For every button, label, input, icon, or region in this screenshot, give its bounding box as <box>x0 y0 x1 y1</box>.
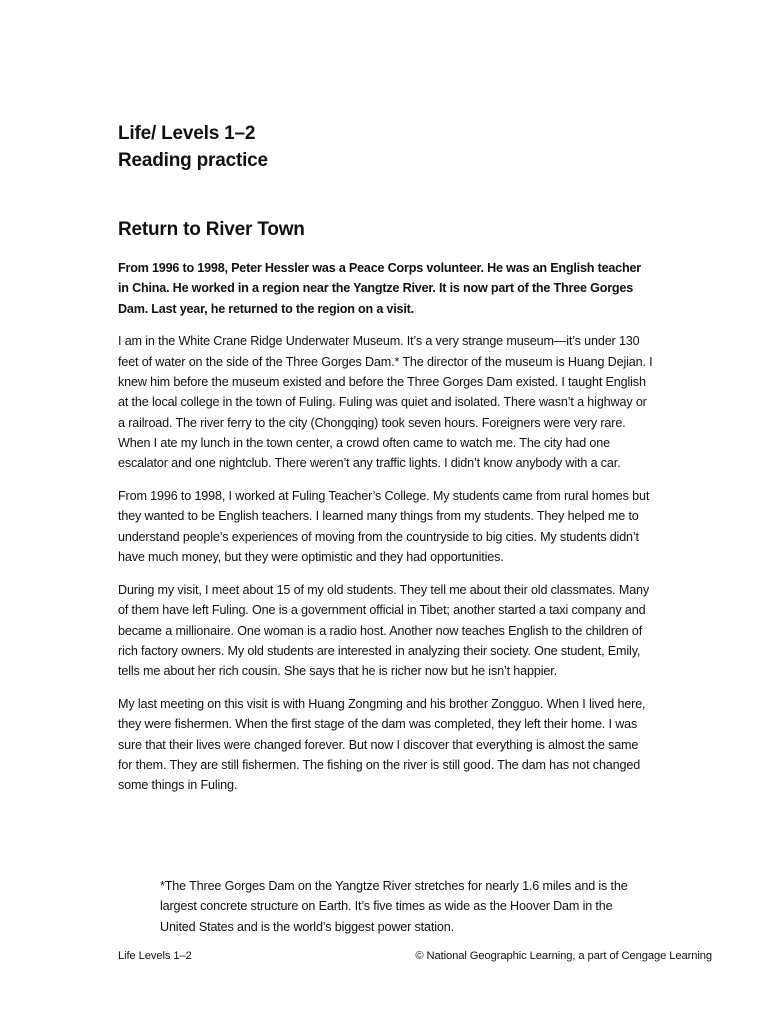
article-paragraph-3: During my visit, I meet about 15 of my old students. They tell me about their old classmates. Many of them have left Fuling. One is a government official in Tibet; another started a taxi company and became a millionaire. One woman is a radio host. Another now teaches English to the children of rich factory owners. My old students are interested in analyzing their society. One student, Emily, tells me about her rich cousin. She says that he is richer now but he isn’t happier. <box>118 582 650 679</box>
article-paragraph-2: From 1996 to 1998, I worked at Fuling Teacher’s College. My students came from rural homes but they wanted to be English teachers. I learned many things from my students. They helped me to understand people’s experiences of moving from the countryside to big cities. My students didn’t have much money, but they were optimistic and they had opportunities. <box>118 489 650 565</box>
article-paragraph-1: I am in the White Crane Ridge Underwater Museum. It’s a very strange museum—it’s under 130 feet of water on the side of the Three Gorges Dam.* The director of the museum is Huang Dejian. I knew him before the museum existed and before the Three Gorges Dam existed. I taught English at the local college in the town of Fuling. Fuling was quiet and isolated. There wasn’t a highway or a railroad. The river ferry to the city (Chongqing) took seven hours. Foreigners were very rare. When I ate my lunch in the town center, a crowd often came to watch me. The city had one escalator and one nightclub. There weren’t any traffic lights. I didn’t know anybody with a car. <box>118 334 653 471</box>
section-title: Reading practice <box>118 150 268 171</box>
page-footer <box>118 948 712 964</box>
article-body <box>118 258 653 808</box>
footer-copyright: © National Geographic Learning, a part of Cengage Learning <box>415 950 712 962</box>
article-intro: From 1996 to 1998, Peter Hessler was a Peace Corps volunteer. He was an English teacher in China. He worked in a region near the Yangtze River. It is now part of the Three Gorges Dam. Last year, he returned to the region on a visit. <box>118 261 641 316</box>
document-header <box>118 120 658 174</box>
article-title: Return to River Town <box>118 219 305 240</box>
article-paragraph-4: My last meeting on this visit is with Huang Zongming and his brother Zongguo. When I lived here, they were fishermen. When the first stage of the dam was completed, they left their home. I was sure that their lives were changed forever. But now I discover that everything is almost the same for them. They are still fishermen. The fishing on the river is still good. The dam has not changed some things in Fuling. <box>118 697 646 793</box>
course-title: Life/ Levels 1–2 <box>118 123 256 144</box>
footnote: *The Three Gorges Dam on the Yangtze River stretches for nearly 1.6 miles and is the largest concrete structure on Earth. It’s five times as wide as the Hoover Dam in the United States and is the world’s biggest power station. <box>160 879 628 934</box>
footer-left: Life Levels 1–2 <box>118 950 192 962</box>
